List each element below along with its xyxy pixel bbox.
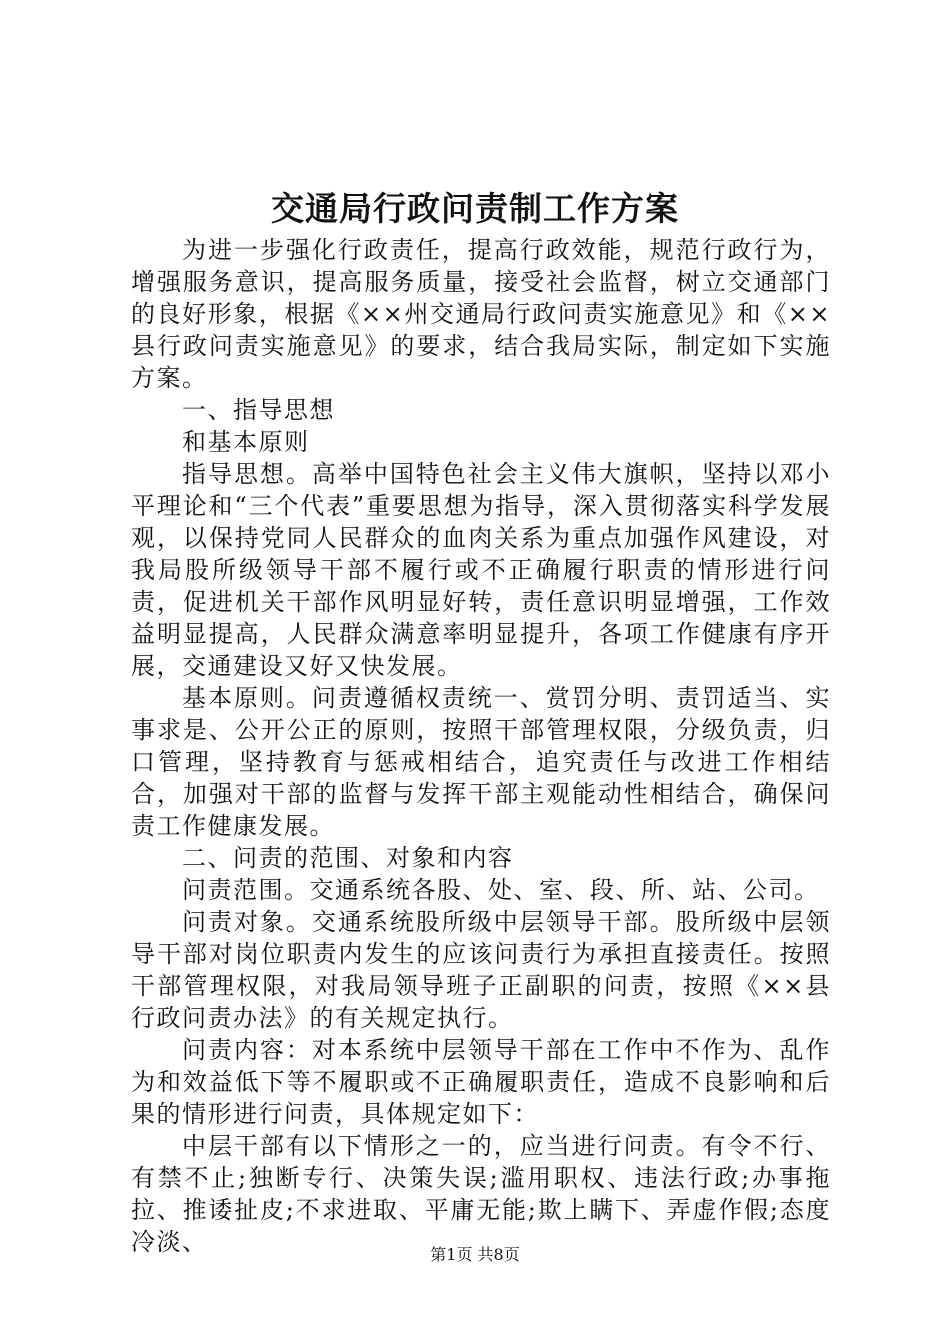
document-body	[131, 234, 831, 1258]
document-title: 交通局行政问责制工作方案	[271, 189, 679, 228]
paragraph-intro: 为进一步强化行政责任，提高行政效能，规范行政行为，增强服务意识，提高服务质量，接受社会监督，树立交通部门的良好形象，根据《××州交通局行政问责实施意见》和《××县行政问责实施意见》的要求，结合我局实际，制定如下实施方案。	[131, 236, 831, 392]
paragraph-accountability-content: 问责内容：对本系统中层领导干部在工作中不作为、乱作为和效益低下等不履职或不正确履职责任，造成不良影响和后果的情形进行问责，具体规定如下：	[131, 1036, 831, 1128]
paragraph-accountability-scope: 问责范围。交通系统各股、处、室、段、所、站、公司。	[182, 876, 820, 904]
paragraph-accountability-targets: 问责对象。交通系统股所级中层领导干部。股所级中层领导干部对岗位职责内发生的应该问责行为承担直接责任。按照干部管理权限，对我局领导班子正副职的问责，按照《××县行政问责办法》的有关规定执行。	[131, 908, 831, 1032]
heading-scope-targets-content: 二、问责的范围、对象和内容	[182, 844, 514, 872]
page-number-footer: 第1页 共8页	[430, 1245, 520, 1264]
paragraph-accountability-situations: 中层干部有以下情形之一的，应当进行问责。有令不行、有禁不止;独断专行、决策失误;滥用职权、违法行政;办事拖拉、推诿扯皮;不求进取、平庸无能;欺上瞒下、弄虚作假;态度冷淡、	[131, 1132, 831, 1256]
paragraph-basic-principles: 基本原则。问责遵循权责统一、赏罚分明、责罚适当、实事求是、公开公正的原则，按照干部管理权限，分级负责，归口管理，坚持教育与惩戒相结合，追究责任与改进工作相结合，加强对干部的监督与发挥干部主观能动性相结合，确保问责工作健康发展。	[131, 684, 831, 840]
paragraph-guiding-thought: 指导思想。高举中国特色社会主义伟大旗帜，坚持以邓小平理论和“三个代表”重要思想为指导，深入贯彻落实科学发展观，以保持党同人民群众的血肉关系为重点加强作风建设，对我局股所级领导干部不履行或不正确履行职责的情形进行问责，促进机关干部作风明显好转，责任意识明显增强，工作效益明显提高，人民群众满意率明显提升，各项工作健康有序开展，交通建设又好又快发展。	[131, 460, 831, 680]
heading-basic-principles: 和基本原则	[182, 428, 310, 456]
heading-guiding-thought: 一、指导思想	[182, 396, 335, 424]
